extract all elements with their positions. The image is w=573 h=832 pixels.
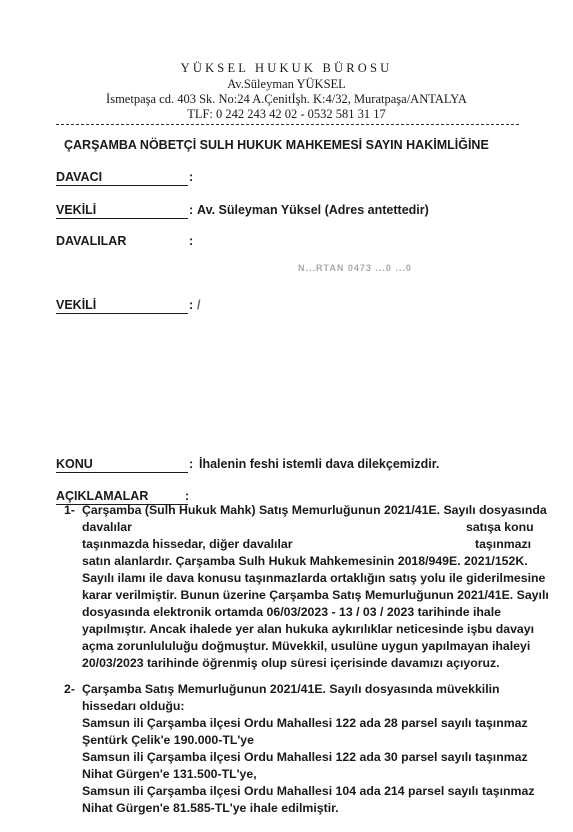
firm-address: İsmetpaşa cd. 403 Sk. No:24 A.Çenitİşh. K:4/32, Muratpaşa/ANTALYA — [106, 92, 467, 106]
firm-name: YÜKSEL HUKUK BÜROSU — [180, 61, 393, 75]
item1-line: satın alanlardır. Çarşamba Sulh Hukuk Mahkemesinin 2018/949E. 2021/152K. — [82, 554, 528, 568]
item1-line: yapılmıştır. Ancak ihalede yer alan hukuka aykırılıklar neticesinde işbu davayı — [82, 622, 535, 636]
konu-value: İhalenin feshi istemli dava dilekçemizdir. — [199, 457, 440, 471]
court-heading: ÇARŞAMBA NÖBETÇİ SULH HUKUK MAHKEMESİ SAYIN HAKİMLİĞİNE — [64, 138, 489, 152]
item1-line: açma zorunlululuğu doğmuştur. Müvekkil, usulüne uygun yapılmayan ihaleyi — [82, 639, 531, 653]
item2-line: Şentürk Çelik'e 190.000-TL'ye — [82, 733, 254, 747]
item1-line: Çarşamba (Sulh Hukuk Mahk) Satış Memurluğunun 2021/41E. Sayılı dosyasında — [82, 503, 547, 517]
item2-line: Samsun ili Çarşamba ilçesi Ordu Mahallesi 104 ada 214 parsel sayılı taşınmaz — [82, 784, 535, 798]
item2-number: 2- — [64, 682, 75, 696]
davalilar-colon: : — [189, 234, 194, 248]
aciklamalar-label: AÇIKLAMALAR — [56, 489, 149, 503]
item2-line: hissedarı olduğu: — [82, 699, 185, 713]
konu-colon: : — [189, 457, 194, 471]
vekili2-label: VEKİLİ — [56, 298, 97, 312]
item1-line: dosyasında elektronik ortamda 06/03/2023 - 13 / 03 / 2023 tarihinde ihale — [82, 605, 501, 619]
item2-line: Samsun ili Çarşamba ilçesi Ordu Mahallesi 122 ada 28 parsel sayılı taşınmaz — [82, 716, 528, 730]
vekili2-colon: : — [189, 298, 194, 312]
davalilar-redacted-text: N...RTAN 0473 ...0 ...0 — [298, 263, 412, 273]
davaci-label: DAVACI — [56, 170, 103, 184]
item1-number: 1- — [64, 503, 75, 517]
item1-line: Sayılı ilamı ile dava konusu taşınmazlarda ortaklığın satış yolu ile giderilmesine — [82, 571, 546, 585]
item1-line: davalılar — [82, 520, 132, 534]
item1-line: satışa konu — [466, 520, 534, 534]
aciklamalar-colon: : — [185, 489, 190, 503]
konu-underline — [56, 472, 188, 473]
vekili-underline — [56, 218, 188, 219]
item2-line: Samsun ili Çarşamba ilçesi Ordu Mahallesi 122 ada 30 parsel sayılı taşınmaz — [82, 750, 528, 764]
item1-line: 20/03/2023 tarihinde öğrenmiş olup süresi içerisinde davamızı açıyoruz. — [82, 656, 500, 670]
vekili-value: Av. Süleyman Yüksel (Adres antettedir) — [197, 203, 429, 217]
item1-line: taşınmazda hissedar, diğer davalılar — [82, 537, 293, 551]
vekili-colon: : — [189, 203, 194, 217]
davaci-underline — [56, 185, 188, 186]
lawyer-name: Av.Süleyman YÜKSEL — [227, 77, 346, 91]
item2-line: Çarşamba Satış Memurluğunun 2021/41E. Sayılı dosyasında müvekkilin — [82, 682, 500, 696]
item1-line: taşınmazı — [475, 537, 532, 551]
header-divider — [56, 124, 519, 125]
konu-label: KONU — [56, 457, 93, 471]
vekili-label: VEKİLİ — [56, 203, 97, 217]
item1-line: karar verilmiştir. Bunun üzerine Çarşamba Satış Memurluğunun 2021/41E. Sayılı — [82, 588, 549, 602]
firm-phone: TLF: 0 242 243 42 02 - 0532 581 31 17 — [187, 107, 386, 121]
davalilar-label: DAVALILAR — [56, 234, 127, 248]
vekili2-underline — [56, 313, 188, 314]
davaci-colon: : — [189, 170, 194, 184]
item2-line: Nihat Gürgen'e 81.585-TL'ye ihale edilmiştir. — [82, 801, 339, 815]
vekili2-value: / — [197, 298, 201, 312]
item2-line: Nihat Gürgen'e 131.500-TL'ye, — [82, 767, 257, 781]
